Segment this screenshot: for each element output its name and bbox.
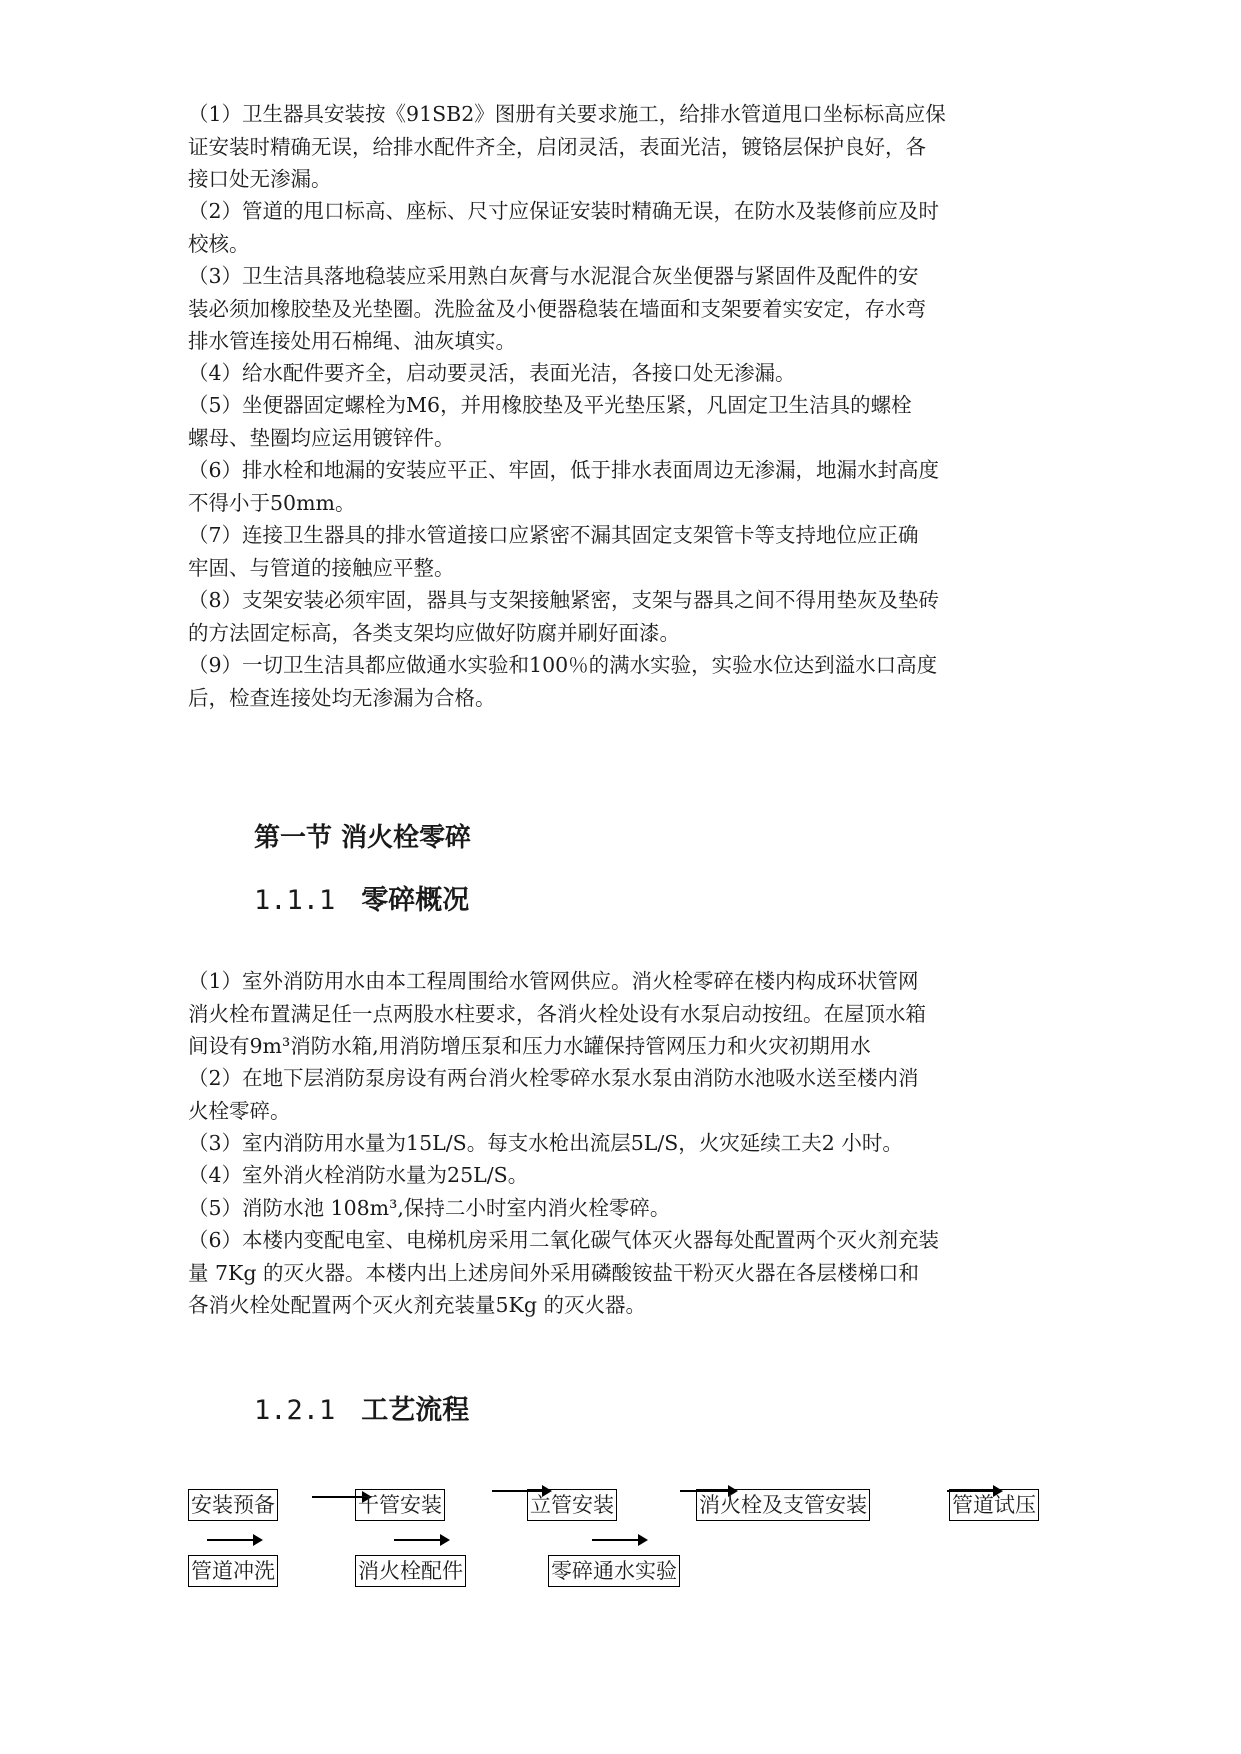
flow-step-7: 消火栓配件 bbox=[355, 1555, 466, 1587]
arrow-right-icon bbox=[592, 1534, 648, 1546]
flow-step-1: 安装预备 bbox=[188, 1489, 278, 1521]
subsection-number: 1.1.1 bbox=[254, 885, 336, 916]
subsection-process-heading bbox=[254, 1393, 469, 1429]
subsection-title: 零碎概况 bbox=[361, 885, 470, 916]
sanitary-item-3: （3）卫生洁具落地稳装应采用熟白灰膏与水泥混合灰坐便器与紧固件及配件的安 装必须加橡胶垫及光垫圈。洗脸盆及小便器稳装在墙面和支架要着实安定，存水弯 排水管连接处用石棉绳、油灰填实。 bbox=[188, 264, 926, 353]
sanitary-item-5: （5）坐便器固定螺栓为M6，并用橡胶垫及平光垫压紧，凡固定卫生洁具的螺栓 螺母、垫圈均应运用镀锌件。 bbox=[188, 393, 912, 450]
fire-item-3: （3）室内消防用水量为15L/S。每支水枪出流层5L/S，火灾延续工夫2 小时。 bbox=[188, 1131, 903, 1155]
fire-item-4: （4）室外消火栓消防水量为25L/S。 bbox=[188, 1163, 529, 1187]
subsection-title: 工艺流程 bbox=[361, 1395, 470, 1426]
sanitary-item-4: （4）给水配件要齐全，启动要灵活，表面光洁，各接口处无渗漏。 bbox=[188, 361, 796, 385]
fire-item-6: （6）本楼内变配电室、电梯机房采用二氧化碳气体灭火器每处配置两个灭火剂充装 量 7Kg 的灭火器。本楼内出上述房间外采用磷酸铵盐干粉灭火器在各层楼梯口和 各消火栓处配置两个灭火剂充装量5Kg 的灭火器。 bbox=[188, 1228, 940, 1317]
sanitary-item-9: （9）一切卫生洁具都应做通水实验和100％的满水实验，实验水位达到溢水口高度 后，检查连接处均无渗漏为合格。 bbox=[188, 653, 938, 710]
flow-step-5: 管道试压 bbox=[949, 1489, 1039, 1521]
sanitary-item-8: （8）支架安装必须牢固，器具与支架接触紧密，支架与器具之间不得用垫灰及垫砖 的方法固定标高，各类支架均应做好防腐并刷好面漆。 bbox=[188, 588, 940, 645]
flow-step-4: 消火栓及支管安装 bbox=[696, 1489, 870, 1521]
subsection-overview-heading bbox=[254, 883, 469, 919]
sanitary-item-6: （6）排水栓和地漏的安装应平正、牢固，低于排水表面周边无渗漏，地漏水封高度 不得小于50mm。 bbox=[188, 458, 940, 515]
section-title: 第一节 消火栓零碎 bbox=[254, 823, 472, 853]
fire-item-5: （5）消防水池 108m³,保持二小时室内消火栓零碎。 bbox=[188, 1196, 671, 1220]
arrow-right-icon bbox=[394, 1534, 450, 1546]
subsection-number: 1.2.1 bbox=[254, 1395, 336, 1426]
sanitary-item-7: （7）连接卫生器具的排水管道接口应紧密不漏其固定支架管卡等支持地位应正确 牢固、与管道的接触应平整。 bbox=[188, 523, 919, 580]
sanitary-item-1: （1）卫生器具安装按《91SB2》图册有关要求施工，给排水管道甩口坐标标高应保 证安装时精确无误，给排水配件齐全，启闭灵活，表面光洁，镀铬层保护良好，各 接口处无渗漏。 bbox=[188, 102, 946, 191]
fire-item-1: （1）室外消防用水由本工程周围给水管网供应。消火栓零碎在楼内构成环状管网 消火栓布置满足任一点两股水柱要求，各消火栓处设有水泵启动按纽。在屋顶水箱 间设有9m³消防水箱,用消防增压泵和压力水罐保持管网压力和火灾初期用水 bbox=[188, 969, 926, 1058]
flow-step-3: 立管安装 bbox=[527, 1489, 617, 1521]
sanitary-item-2: （2）管道的甩口标高、座标、尺寸应保证安装时精确无误，在防水及装修前应及时 校核。 bbox=[188, 199, 940, 256]
flow-step-2: 干管安装 bbox=[355, 1489, 445, 1521]
arrow-right-icon bbox=[207, 1534, 263, 1546]
fire-item-2: （2）在地下层消防泵房设有两台消火栓零碎水泵水泵由消防水池吸水送至楼内消 火栓零碎。 bbox=[188, 1066, 919, 1123]
flow-step-8: 零碎通水实验 bbox=[548, 1555, 680, 1587]
flow-step-6: 管道冲洗 bbox=[188, 1555, 278, 1587]
